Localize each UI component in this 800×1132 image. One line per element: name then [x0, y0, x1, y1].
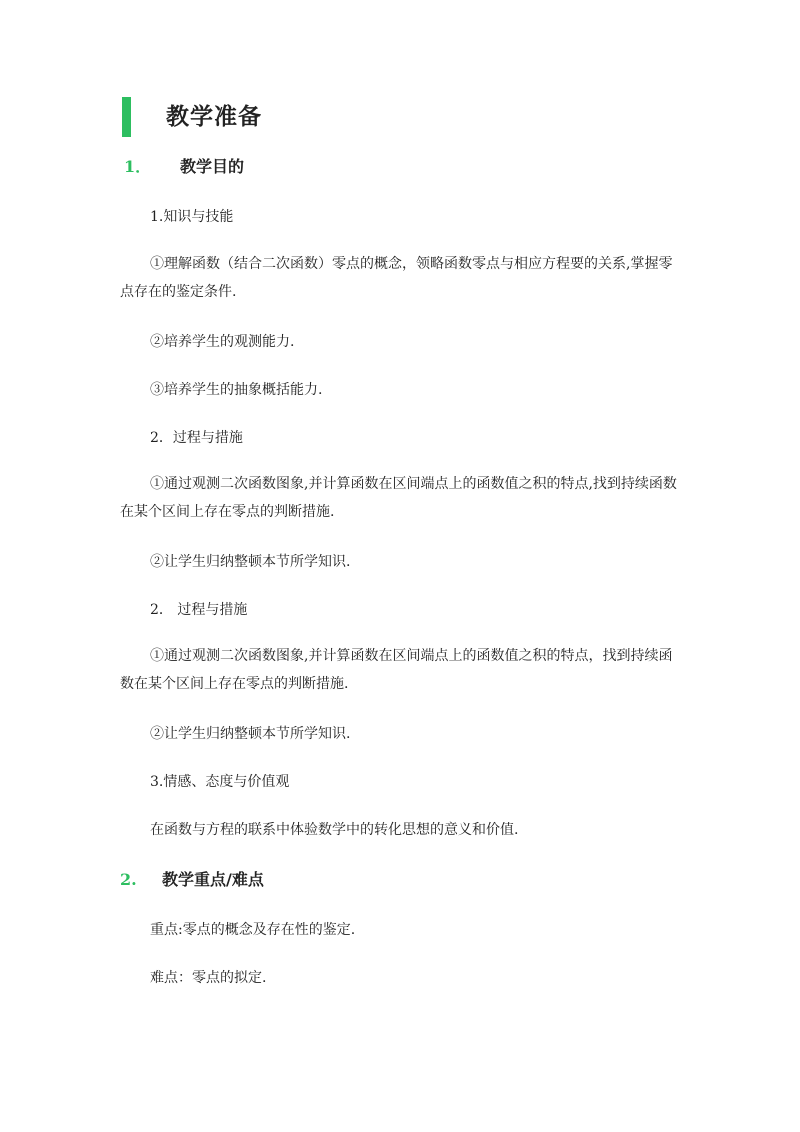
page-title: 教学准备 — [166, 103, 262, 130]
paragraph: ①通过观测二次函数图象,并计算函数在区间端点上的函数值之积的特点,找到持续函数在某个区间上存在零点的判断措施. — [120, 476, 677, 520]
paragraph: 难点：零点的拟定. — [150, 970, 267, 986]
paragraph: ①通过观测二次函数图象,并计算函数在区间端点上的函数值之积的特点，找到持续函数在某个区间上存在零点的判断措施. — [120, 648, 673, 692]
title-accent-bar — [122, 97, 131, 137]
paragraph: 重点:零点的概念及存在性的鉴定. — [150, 922, 356, 938]
section-2-heading: 教学重点/难点 — [162, 870, 264, 889]
section-1-heading: 教学目的 — [180, 157, 245, 176]
paragraph: ②让学生归纳整顿本节所学知识. — [150, 554, 351, 570]
paragraph: 在函数与方程的联系中体验数学中的转化思想的意义和价值. — [150, 822, 519, 838]
paragraph: ②培养学生的观测能力. — [150, 334, 295, 350]
paragraph: 2．过程与措施 — [150, 430, 243, 446]
paragraph: ③培养学生的抽象概括能力. — [150, 382, 323, 398]
section-1-number: 1． — [124, 157, 152, 176]
paragraph: 3.情感、态度与价值观 — [150, 774, 290, 790]
paragraph: 1.知识与技能 — [150, 209, 234, 225]
section-2-number: 2. — [120, 870, 137, 889]
paragraph: ②让学生归纳整顿本节所学知识. — [150, 726, 351, 742]
paragraph: 2． 过程与措施 — [150, 602, 248, 618]
paragraph: ①理解函数（结合二次函数）零点的概念，领略函数零点与相应方程要的关系,掌握零点存在的鉴定条件. — [120, 256, 673, 300]
